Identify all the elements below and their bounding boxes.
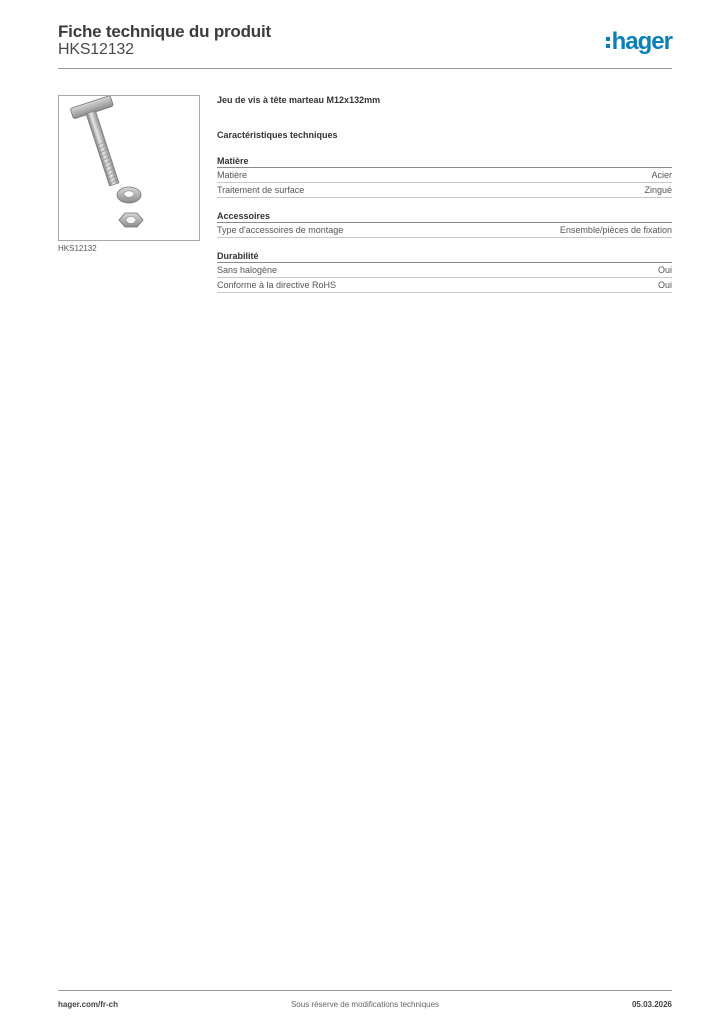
spec-label: Conforme à la directive RoHS [217, 280, 337, 290]
footer-date: 05.03.2026 [631, 1000, 672, 1009]
page-title: Fiche technique du produit [58, 22, 271, 41]
spec-value: Ensemble/pièces de fixation [559, 225, 672, 235]
spec-row [217, 168, 672, 183]
image-caption: HKS12132 [58, 244, 97, 253]
group-durabilite [217, 251, 672, 293]
logo-dots-icon [606, 35, 610, 49]
spec-label: Sans halogène [217, 265, 278, 275]
technical-content [217, 95, 672, 293]
spec-row [217, 183, 672, 198]
product-reference: HKS12132 [58, 41, 134, 58]
footer-website-link[interactable]: hager.com/fr-ch [58, 1000, 119, 1009]
page-footer [58, 990, 672, 1010]
spec-label: Type d'accessoires de montage [217, 225, 344, 235]
product-name: Jeu de vis à tête marteau M12x132mm [217, 95, 381, 105]
header-divider [58, 68, 672, 69]
page-header [58, 22, 672, 70]
group-title: Durabilité [217, 251, 672, 263]
spec-value: Acier [651, 170, 672, 180]
spec-label: Traitement de surface [217, 185, 305, 195]
hager-logo [606, 28, 672, 56]
spec-row [217, 223, 672, 238]
spec-value: Oui [657, 280, 672, 290]
product-image [58, 95, 200, 241]
spec-row [217, 263, 672, 278]
logo-text: hager [611, 28, 672, 55]
section-title: Caractéristiques techniques [217, 130, 338, 140]
spec-value: Zingué [644, 185, 672, 195]
group-accessoires [217, 211, 672, 238]
group-matiere [217, 156, 672, 198]
group-title: Accessoires [217, 211, 672, 223]
spec-value: Oui [657, 265, 672, 275]
spec-row [217, 278, 672, 293]
group-title: Matière [217, 156, 672, 168]
spec-label: Matière [217, 170, 248, 180]
t-bolt-washer-nut-image [59, 96, 201, 242]
footer-notice: Sous réserve de modifications techniques [290, 1000, 440, 1009]
